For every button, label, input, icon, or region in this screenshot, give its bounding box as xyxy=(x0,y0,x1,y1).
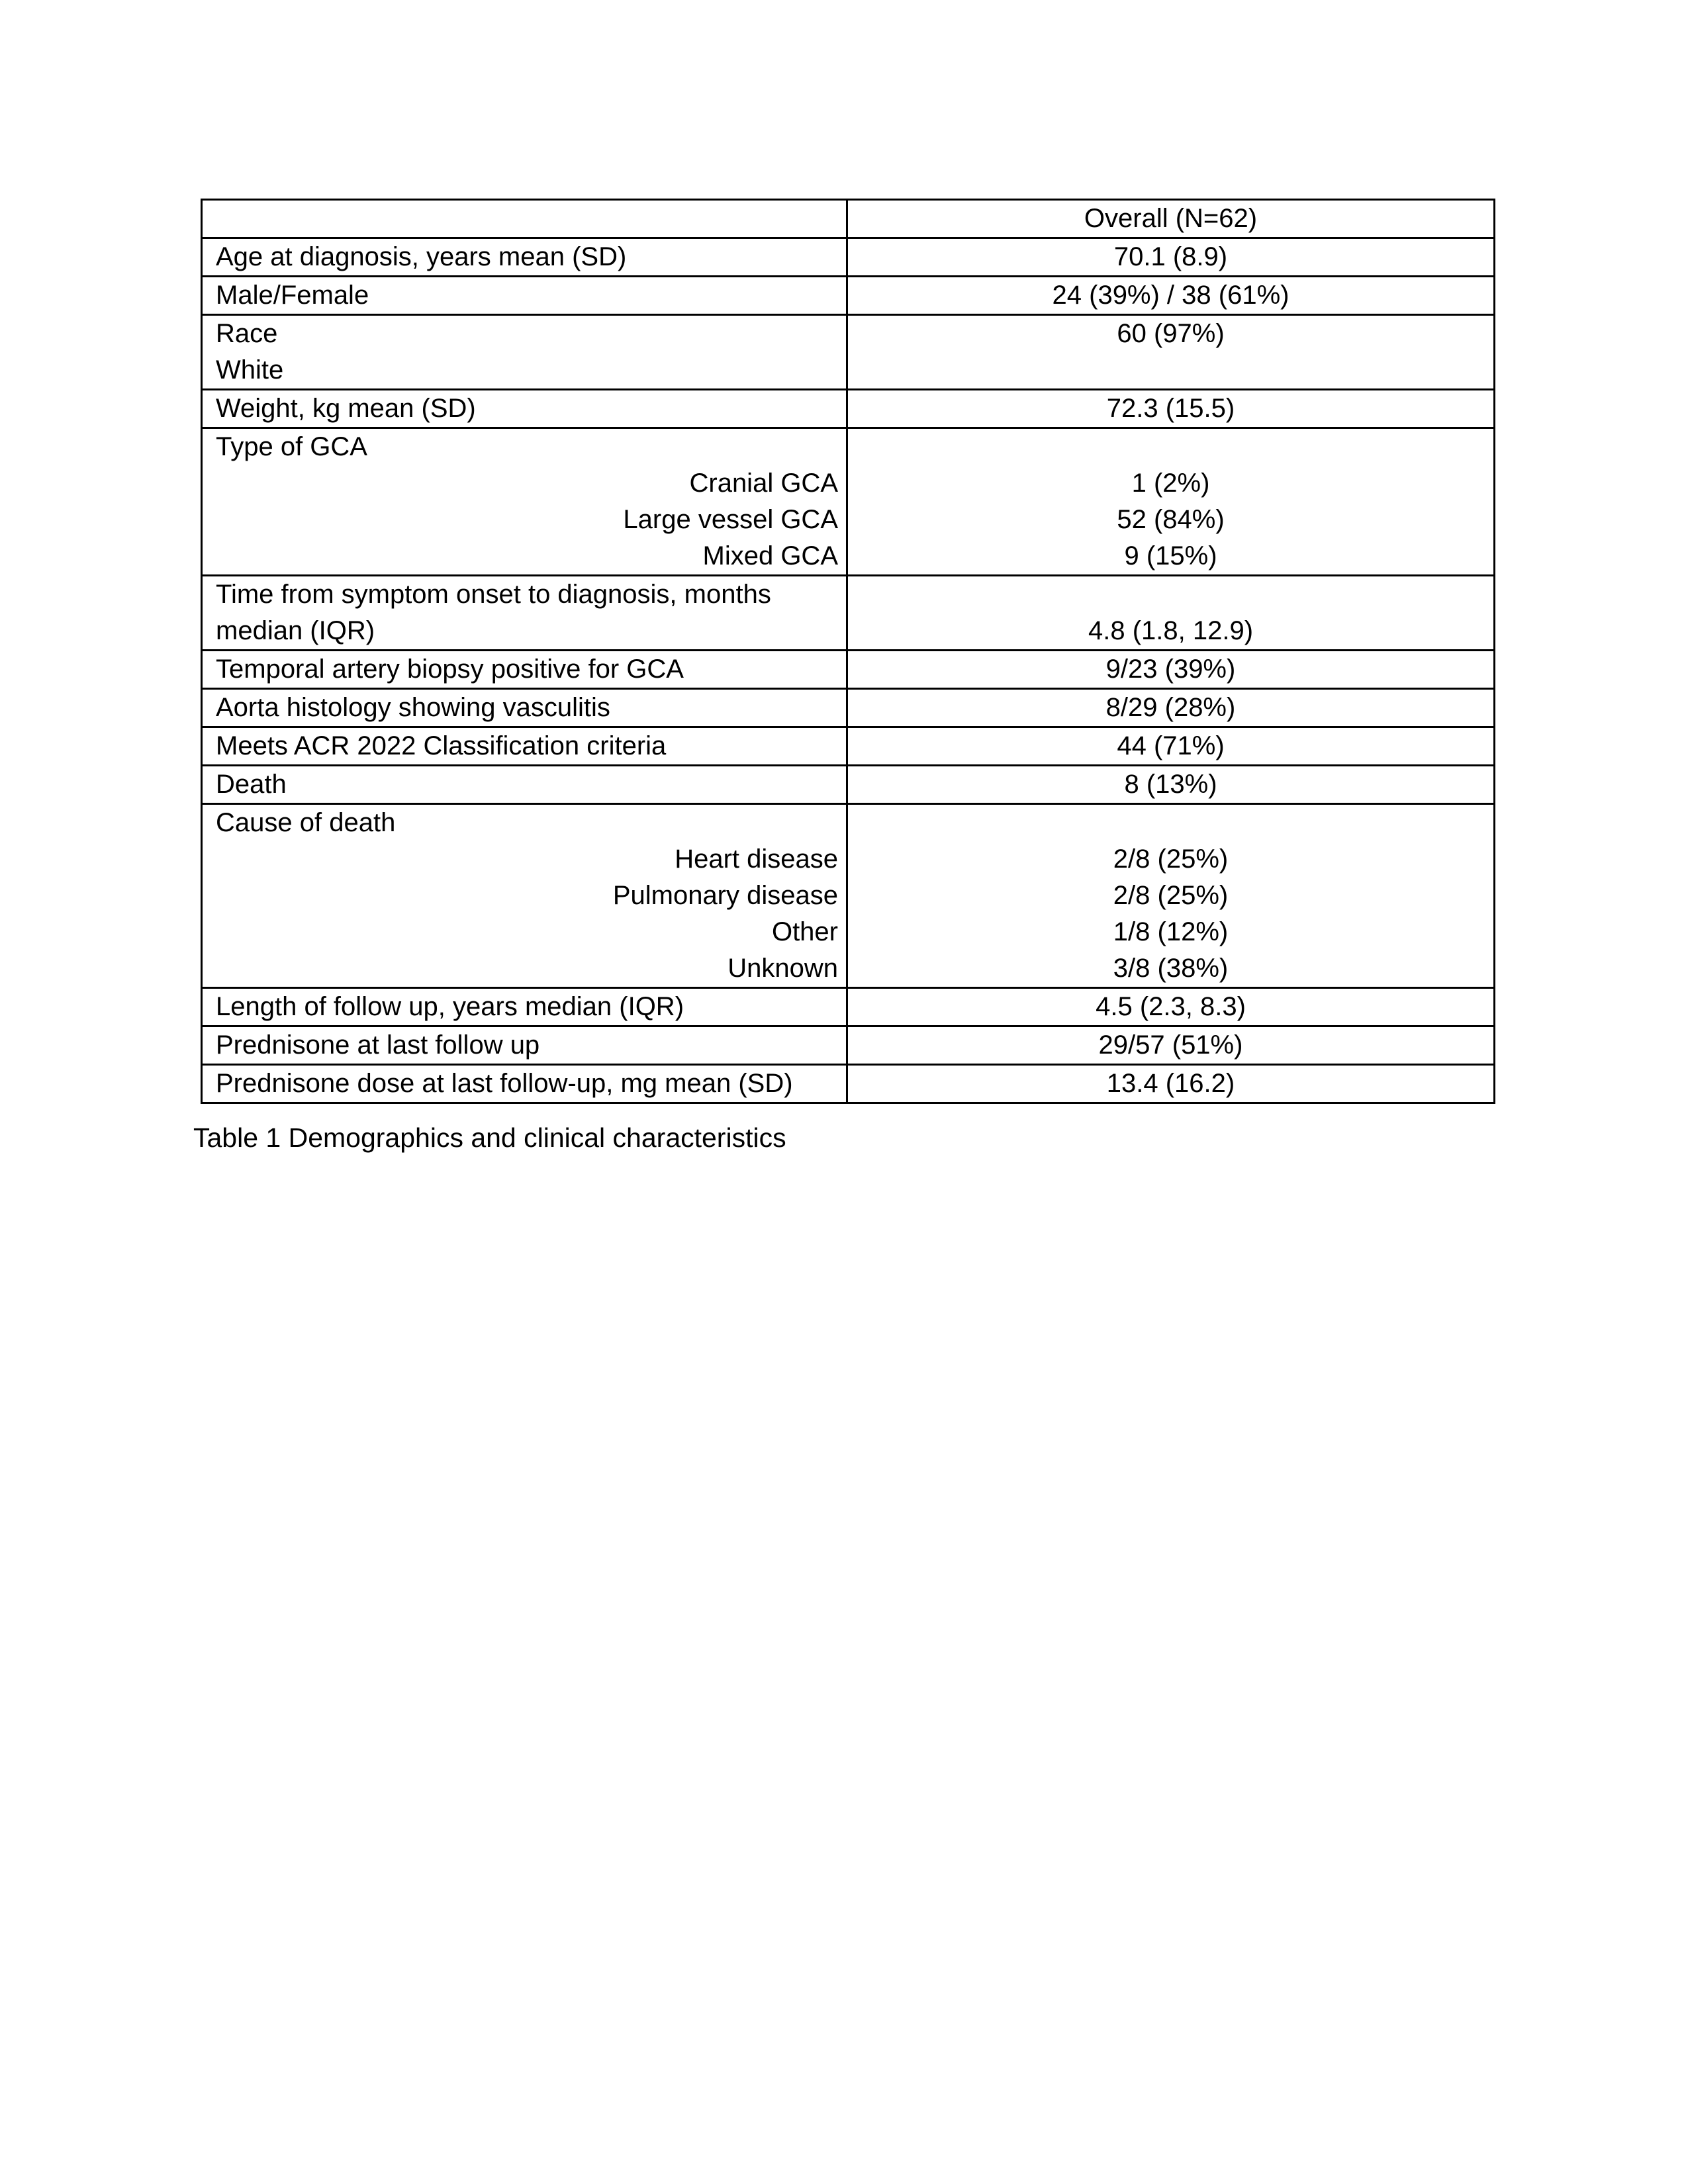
row-value: 9/23 (39%) xyxy=(1105,655,1236,684)
demographics-table xyxy=(201,199,1495,1104)
row-label: Prednisone dose at last follow-up, mg mean (SD) xyxy=(216,1069,793,1098)
row-value-cell xyxy=(847,1026,1495,1065)
row-value-cell xyxy=(847,689,1495,727)
row-label: Death xyxy=(216,770,287,799)
row-value: 52 (84%) xyxy=(1117,505,1225,534)
sub-label: Large vessel GCA xyxy=(623,505,838,534)
row-value-cell xyxy=(847,988,1495,1026)
row-value: 2/8 (25%) xyxy=(1113,844,1229,874)
row-value xyxy=(848,429,1493,465)
row-label: Cause of death xyxy=(216,808,396,837)
table-row xyxy=(202,651,1495,689)
row-value: 9 (15%) xyxy=(1124,541,1217,570)
row-label: Time from symptom onset to diagnosis, months xyxy=(216,580,771,609)
row-value: 8 (13%) xyxy=(1124,770,1217,799)
row-value: 4.8 (1.8, 12.9) xyxy=(1088,616,1254,645)
sub-label: Unknown xyxy=(727,954,838,983)
table-row xyxy=(202,689,1495,727)
row-label-cell xyxy=(202,200,847,238)
demographics-table-body xyxy=(202,200,1495,1103)
row-label-cell xyxy=(202,1065,847,1103)
sub-label: Pulmonary disease xyxy=(612,881,838,910)
row-label-cell xyxy=(202,428,847,576)
row-value xyxy=(848,805,1493,841)
row-value: 1 (2%) xyxy=(1131,469,1210,498)
row-value xyxy=(848,576,1493,613)
row-value: 4.5 (2.3, 8.3) xyxy=(1096,992,1246,1021)
sub-label: Other xyxy=(771,917,838,946)
row-label: Temporal artery biopsy positive for GCA xyxy=(216,655,684,684)
row-value: 60 (97%) xyxy=(1117,319,1225,348)
row-label-cell xyxy=(202,727,847,766)
row-label-cell xyxy=(202,238,847,277)
table-row xyxy=(202,390,1495,428)
sub-label: Cranial GCA xyxy=(689,469,838,498)
row-value-cell xyxy=(847,651,1495,689)
row-value: 13.4 (16.2) xyxy=(1106,1069,1235,1098)
row-label xyxy=(203,201,846,237)
row-label-cell xyxy=(202,689,847,727)
row-value-cell xyxy=(847,428,1495,576)
row-value: 1/8 (12%) xyxy=(1113,917,1229,946)
row-label-cell xyxy=(202,315,847,390)
row-label-cell xyxy=(202,766,847,804)
table-row xyxy=(202,277,1495,315)
row-label: Type of GCA xyxy=(216,432,367,461)
row-label-cell xyxy=(202,651,847,689)
row-value-cell xyxy=(847,727,1495,766)
row-value: Overall (N=62) xyxy=(1084,204,1258,233)
row-value-cell xyxy=(847,200,1495,238)
table-row xyxy=(202,804,1495,988)
row-label-cell xyxy=(202,804,847,988)
sub-label: Heart disease xyxy=(675,844,838,874)
row-value: 24 (39%) / 38 (61%) xyxy=(1052,281,1289,310)
table-row xyxy=(202,727,1495,766)
row-label-cell xyxy=(202,1026,847,1065)
row-value: 70.1 (8.9) xyxy=(1113,242,1228,271)
table-row xyxy=(202,1065,1495,1103)
row-value-cell xyxy=(847,804,1495,988)
row-label: median (IQR) xyxy=(216,616,375,645)
table-row xyxy=(202,1026,1495,1065)
row-value-cell xyxy=(847,277,1495,315)
sub-label: Mixed GCA xyxy=(702,541,838,570)
row-label: Length of follow up, years median (IQR) xyxy=(216,992,684,1021)
row-value: 44 (71%) xyxy=(1117,731,1225,760)
table-row xyxy=(202,238,1495,277)
row-label: Male/Female xyxy=(216,281,369,310)
row-label: Meets ACR 2022 Classification criteria xyxy=(216,731,667,760)
row-value: 3/8 (38%) xyxy=(1113,954,1229,983)
row-value-cell xyxy=(847,1065,1495,1103)
row-label-cell xyxy=(202,390,847,428)
row-value: 8/29 (28%) xyxy=(1105,693,1236,722)
table-row xyxy=(202,428,1495,576)
row-value: 29/57 (51%) xyxy=(1098,1030,1243,1060)
table-row xyxy=(202,988,1495,1026)
table-row xyxy=(202,576,1495,651)
row-value-cell xyxy=(847,576,1495,651)
row-value-cell xyxy=(847,390,1495,428)
row-label-cell xyxy=(202,576,847,651)
row-value-cell xyxy=(847,238,1495,277)
row-value-cell xyxy=(847,315,1495,390)
row-label-cell xyxy=(202,988,847,1026)
row-label: Age at diagnosis, years mean (SD) xyxy=(216,242,627,271)
row-label: Weight, kg mean (SD) xyxy=(216,394,476,423)
row-label: Prednisone at last follow up xyxy=(216,1030,540,1060)
row-value: 72.3 (15.5) xyxy=(1106,394,1235,423)
row-label: Race xyxy=(216,319,278,348)
row-label: Aorta histology showing vasculitis xyxy=(216,693,610,722)
table-caption: Table 1 Demographics and clinical characteristics xyxy=(193,1122,786,1153)
row-value xyxy=(848,352,1493,388)
table-row xyxy=(202,766,1495,804)
row-value-cell xyxy=(847,766,1495,804)
row-value: 2/8 (25%) xyxy=(1113,881,1229,910)
row-label: White xyxy=(216,355,284,385)
table-row xyxy=(202,200,1495,238)
row-label-cell xyxy=(202,277,847,315)
table-row xyxy=(202,315,1495,390)
